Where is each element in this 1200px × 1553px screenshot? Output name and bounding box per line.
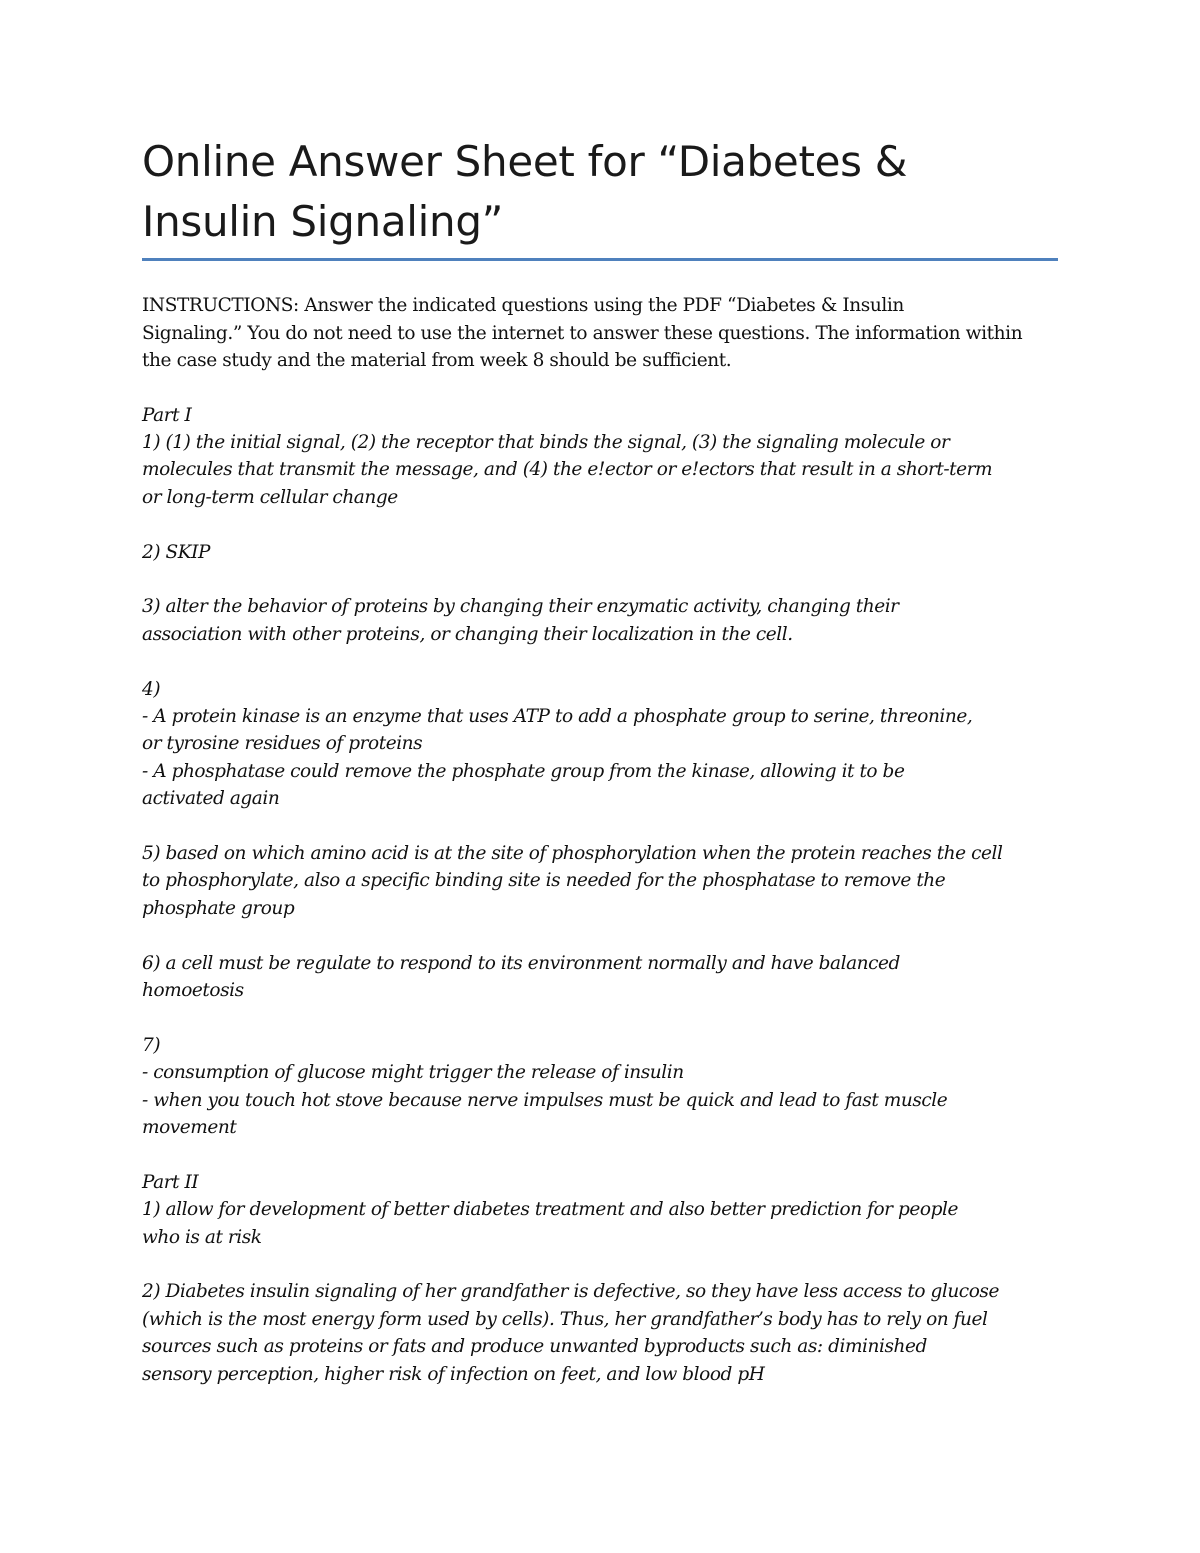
answer-line: 4) [142,678,161,700]
paragraph-gap [142,566,1058,593]
part-1-answer-3 [142,593,1058,648]
answer-line: association with other proteins, or changing their localization in the cell. [142,623,793,645]
part-1-answer-5 [142,840,1058,922]
title-line-2: Insulin Signaling” [142,197,504,246]
part-1-section [142,402,1058,1169]
answer-line: or tyrosine residues of proteins [142,733,423,755]
answer-line: - A protein kinase is an enzyme that uses ATP to add a phosphate group to serine, threonine, [142,705,973,727]
answer-line: to phosphorylate, also a specific binding site is needed for the phosphatase to remove the [142,870,946,892]
instructions-line: INSTRUCTIONS: Answer the indicated questions using the PDF “Diabetes & Insulin [142,295,904,316]
part-1-answer-7 [142,1032,1058,1142]
part-2-answer-2 [142,1278,1058,1388]
answer-line: sources such as proteins or fats and produce unwanted byproducts such as: diminished [142,1336,927,1358]
answer-line: (which is the most energy form used by cells). Thus, her grandfather’s body has to rely on fuel [142,1308,988,1330]
part-1-answer-4 [142,676,1058,813]
part-1-heading: Part I [142,404,192,426]
instructions-line: Signaling.” You do not need to use the internet to answer these questions. The information within [142,322,1023,344]
answer-line: 7) [142,1034,161,1056]
part-2-answer-1 [142,1196,1058,1251]
answer-line: who is at risk [142,1226,262,1248]
part-2-section [142,1169,1058,1388]
document-title [142,132,1062,252]
title-divider [142,258,1058,261]
answer-line: - when you touch hot stove because nerve impulses must be quick and lead to fast muscle [142,1089,948,1111]
paragraph-gap [142,1141,1058,1168]
answer-line: 2) SKIP [142,541,210,563]
answer-line: 3) alter the behavior of proteins by changing their enzymatic activity, changing their [142,596,899,618]
instructions-line: the case study and the material from week 8 should be sufficient. [142,350,732,371]
answer-line: movement [142,1116,237,1138]
paragraph-gap [142,1004,1058,1031]
answer-line: 1) (1) the initial signal, (2) the receptor that binds the signal, (3) the signaling molecule or [142,431,950,453]
paragraph-gap [142,922,1058,949]
answer-line: homoetosis [142,979,244,1001]
instructions-paragraph [142,292,1058,375]
title-line-1: Online Answer Sheet for “Diabetes & [142,137,908,186]
answer-line: molecules that transmit the message, and (4) the e!ector or e!ectors that result in a short-term [142,459,993,481]
answers-section [142,402,1058,1389]
answer-line: sensory perception, higher risk of infection on feet, and low blood pH [142,1363,765,1385]
part-1-answer-1 [142,429,1058,511]
answer-line: - consumption of glucose might trigger the release of insulin [142,1062,684,1084]
paragraph-gap [142,813,1058,840]
answer-line: 2) Diabetes insulin signaling of her grandfather is defective, so they have less access to glucose [142,1281,999,1303]
paragraph-gap [142,648,1058,675]
paragraph-gap [142,1251,1058,1278]
paragraph-gap [142,511,1058,538]
part-1-answer-6 [142,950,1058,1005]
answer-line: 6) a cell must be regulate to respond to its environment normally and have balanced [142,952,900,974]
answer-line: 1) allow for development of better diabetes treatment and also better prediction for people [142,1199,958,1221]
document-body [142,292,1058,1388]
part-2-heading: Part II [142,1171,199,1193]
part-1-answer-2 [142,539,1058,566]
answer-line: 5) based on which amino acid is at the site of phosphorylation when the protein reaches the cell [142,842,1003,864]
answer-line: activated again [142,788,280,810]
answer-line: phosphate group [142,897,295,919]
answer-line: or long-term cellular change [142,486,398,508]
answer-line: - A phosphatase could remove the phosphate group from the kinase, allowing it to be [142,760,905,782]
